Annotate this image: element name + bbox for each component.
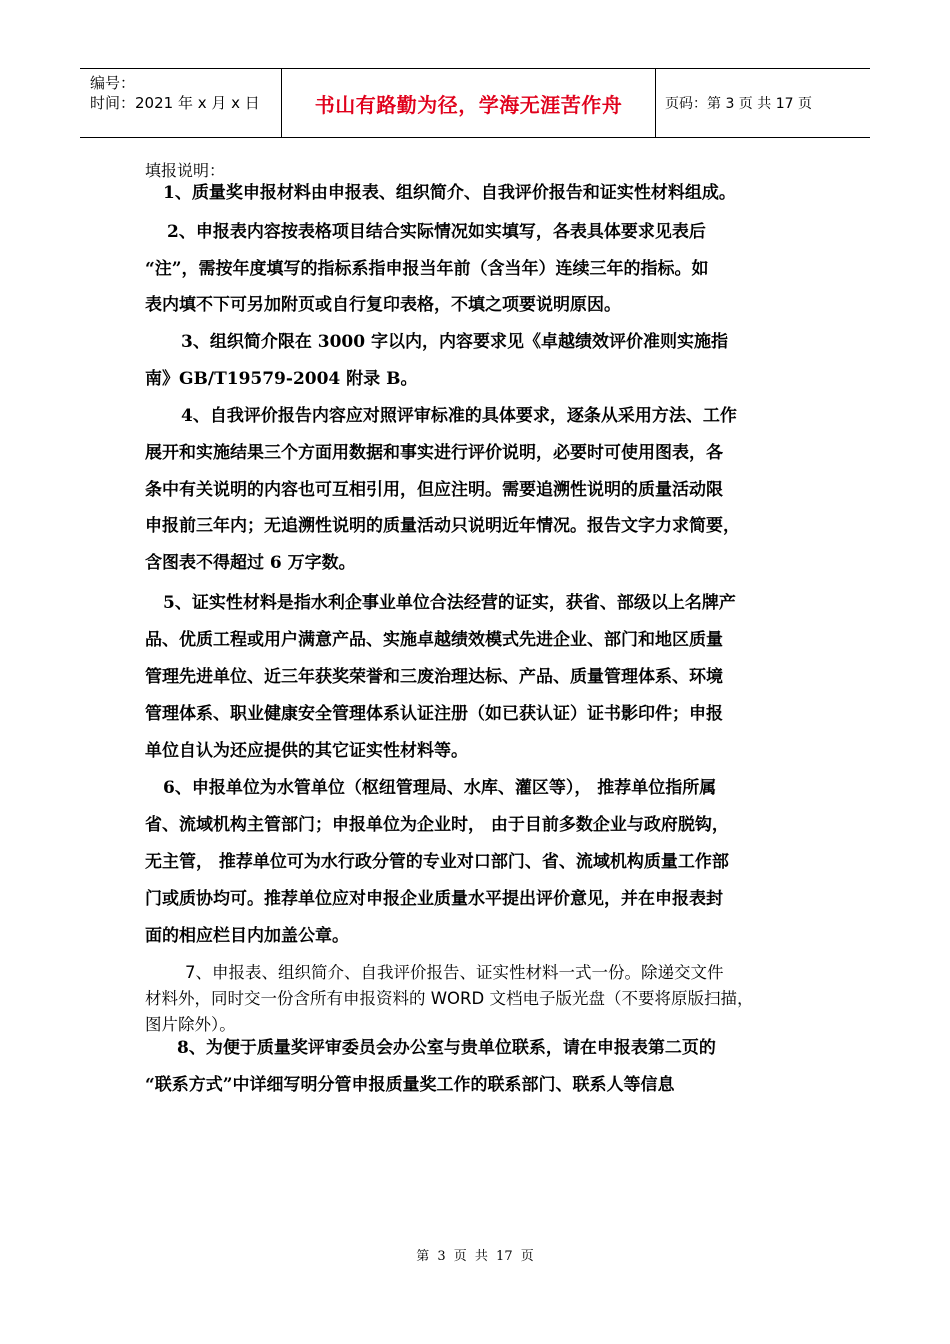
number-label: 编号： xyxy=(90,74,136,92)
item4-line: 4、自我评价报告内容应对照评审标准的具体要求，逐条从采用方法、工作 xyxy=(181,406,737,426)
item1-line: 1、质量奖申报材料由申报表、组织简介、自我评价报告和证实性材料组成。 xyxy=(163,183,736,203)
motto-text: 书山有路勤为径，学海无涯苦作舟 xyxy=(314,92,623,117)
header-table xyxy=(80,68,870,138)
item8-line: “联系方式”中详细写明分管申报质量奖工作的联系部门、联系人等信息 xyxy=(145,1075,675,1095)
item4-line: 条中有关说明的内容也可互相引用，但应注明。需要追溯性说明的质量活动限 xyxy=(145,480,723,500)
item2-line: 2、申报表内容按表格项目结合实际情况如实填写，各表具体要求见表后 xyxy=(167,222,706,242)
item5-line: 5、证实性材料是指水利企事业单位合法经营的证实，获省、部级以上名牌产 xyxy=(163,593,736,613)
item6-line: 省、流域机构主管部门；申报单位为企业时， 由于目前多数企业与政府脱钩， xyxy=(145,815,729,835)
item6-line: 无主管， 推荐单位可为水行政分管的专业对口部门、省、流域机构质量工作部 xyxy=(145,852,729,872)
date-label: 时间：2021 年 x 月 x 日 xyxy=(90,94,260,112)
header-page-cell xyxy=(655,69,870,137)
item8-line: 8、为便于质量奖评审委员会办公室与贵单位联系，请在申报表第二页的 xyxy=(177,1038,716,1058)
item6-line: 6、申报单位为水管单位（枢纽管理局、水库、灌区等）， 推荐单位指所属 xyxy=(163,778,717,798)
item2-line: 表内填不下可另加附页或自行复印表格，不填之项要说明原因。 xyxy=(145,295,621,315)
item5-line: 管理体系、职业健康安全管理体系认证注册（如已获认证）证书影印件；申报 xyxy=(145,704,723,724)
item7-line: 材料外，同时交一份含所有申报资料的 WORD 文档电子版光盘（不要将原版扫描， xyxy=(145,989,754,1008)
item3-line: 3、组织简介限在 3000 字以内，内容要求见《卓越绩效评价准则实施指 xyxy=(181,332,728,352)
item3-line: 南》GB/T19579-2004 附录 B。 xyxy=(145,369,418,389)
header-left-cell xyxy=(80,69,281,137)
item4-line: 含图表不得超过 6 万字数。 xyxy=(145,553,356,573)
page-info: 页码：第 3 页 共 17 页 xyxy=(665,96,812,112)
item6-line: 面的相应栏目内加盖公章。 xyxy=(145,926,349,946)
item5-line: 单位自认为还应提供的其它证实性材料等。 xyxy=(145,741,468,761)
item7-line: 图片除外）。 xyxy=(145,1015,236,1034)
item5-line: 品、优质工程或用户满意产品、实施卓越绩效模式先进企业、部门和地区质量 xyxy=(145,630,723,650)
item4-line: 展开和实施结果三个方面用数据和事实进行评价说明，必要时可使用图表，各 xyxy=(145,443,723,463)
page-footer: 第 3 页 共 17 页 xyxy=(416,1249,534,1264)
item4-line: 申报前三年内；无追溯性说明的质量活动只说明近年情况。报告文字力求简要， xyxy=(145,516,740,536)
item2-line: “注”，需按年度填写的指标系指申报当年前（含当年）连续三年的指标。如 xyxy=(145,259,709,279)
item7-line: 7、申报表、组织简介、自我评价报告、证实性材料一式一份。除递交文件 xyxy=(185,963,724,982)
instructions-title: 填报说明： xyxy=(145,161,226,180)
item6-line: 门或质协均可。推荐单位应对申报企业质量水平提出评价意见，并在申报表封 xyxy=(145,889,723,909)
item5-line: 管理先进单位、近三年获奖荣誉和三废治理达标、产品、质量管理体系、环境 xyxy=(145,667,723,687)
header-motto-cell xyxy=(281,69,656,137)
